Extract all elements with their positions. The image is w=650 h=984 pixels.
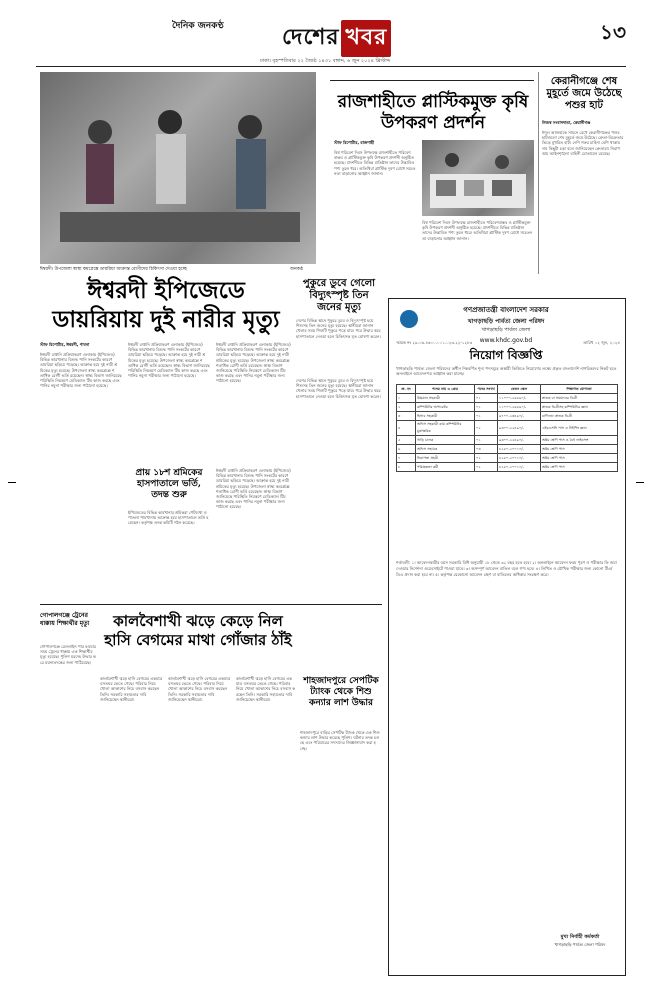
masthead-divider — [36, 66, 626, 67]
memo-number: স্মারক নং ২৯.০৬.৪৬০০.০০১.০২৩.২২-১২৮৩ — [396, 340, 473, 345]
gov-name: গণপ্রজাতন্ত্রী বাংলাদেশ সরকার — [463, 306, 549, 314]
table-row: ৮ পরিচ্ছন্নতা কর্মী ০২ ৮২৫০-২০০১০/- অষ্টম শ্রেণি পাস — [397, 463, 618, 472]
gopalganj-body: গোপালগঞ্জে রেললাইন পার হওয়ার সময় ট্রেনের ধাক্কায় এক শিক্ষার্থীর মৃত্যু হয়েছে। পুলিশ মরদেহ উদ্ধার করে ময়নাতদন্তের জন্য পাঠিয়েছে। — [40, 644, 96, 665]
margin-mark-left — [8, 482, 16, 483]
pond-body: দেশের বিভিন্ন স্থানে পুকুরে ডুবে ও বিদ্যুৎস্পৃষ্ট হয়ে শিশুসহ তিন জনের মৃত্যু হয়েছে। স্থানীয়রা জানান খেলার সময় শিশুটি পুকুরে পড়ে যায়। পরে উদ্ধার করে হাসপাতালে নেওয়া হলে চিকিৎসক মৃত ঘোষণা করেন। — [296, 318, 381, 339]
rajshahi-body-col2: বিশ্ব পরিবেশ দিবস উপলক্ষে রাজশাহীতে পরিবেশবান্ধব ও প্লাস্টিকমুক্ত কৃষি উপকরণ প্রদর্শনী অনুষ্ঠিত হয়েছে। প্রদর্শনীতে বিভিন্ন প্রতিষ্ঠান তাদের উদ্ভাবিত পণ্য তুলে ধরে। অতিথিরা প্লাস্টিক দূষণ রোধে সচেতনতা বাড়ানোর আহ্বান জানান। — [422, 220, 532, 241]
table-row: ৭ নিরাপত্তা প্রহরী ০২ ৮২৫০-২০০১০/- অষ্টম শ্রেণি পাস — [397, 454, 618, 463]
exhibition-stall — [422, 140, 534, 216]
col-serial: ক্র. নং — [397, 385, 416, 394]
notice-signature — [540, 934, 620, 949]
diarrhea-body-col2: ঈশ্বরদী রপ্তানি প্রক্রিয়াকরণ এলাকায় (ইপিজেড) বিভিন্ন কারখানায় বিশুদ্ধ পানি সংকটের কারণে ডায়রিয়া ছড়িয়ে পড়েছে। আক্রান্ত হয়ে দুই নারী শ্রমিকের মৃত্যু হয়েছে। উপজেলা স্বাস্থ্য কমপ্লেক্সে শতাধিক রোগী ভর্তি রয়েছেন। স্বাস্থ্য বিভাগ জানিয়েছে পরিস্থিতি নিয়ন্ত্রণে মেডিক্যাল টিম কাজ করছে এবং পানির নমুনা পরীক্ষার জন্য পাঠানো হয়েছে। — [128, 342, 210, 379]
section-title-text: দেশের — [282, 24, 340, 50]
rajshahi-photo — [422, 140, 534, 216]
col-qualification: শিক্ষাগত যোগ্যতা — [541, 385, 618, 394]
table-row: ৩ হিসাব সহকারী ০১ ৯৭০০-২৩৪৯০/- বাণিজ্যে স্নাতক ডিগ্রী — [397, 412, 618, 421]
diarrhea-photo — [40, 72, 316, 264]
rescue-headline: শাহজাদপুরে সেপটিক ট্যাংক থেকে শিশু কন্যার লাশ উদ্ধার — [303, 676, 379, 708]
workers-headline: প্রায় ১৮শ শ্রমিকের হাসপাতালে ভর্তি, তদন্ত শুরু — [135, 468, 203, 500]
rajshahi-byline: স্টাফ রিপোর্টার, রাজশাহী — [334, 140, 375, 145]
storm-body-col3: কালবৈশাখী ঝড়ে হাসি বেগমের একমাত্র বসতঘর ভেঙে গেছে। পরিবার নিয়ে খোলা আকাশের নিচে বসবাস করছেন তিনি। সরকারি সহায়তার দাবি জানিয়েছেন স্থানীয়রা। — [236, 676, 296, 702]
gopalganj-headline: গোপালগঞ্জে ট্রেনের ধাক্কায় শিক্ষার্থীর মৃত্যু — [40, 612, 90, 627]
diarrhea-headline: ঈশ্বরদী ইপিজেডে ডায়রিয়ায় দুই নারীর মৃত্যু — [52, 277, 280, 333]
diarrhea-body-col3: ঈশ্বরদী রপ্তানি প্রক্রিয়াকরণ এলাকায় (ইপিজেড) বিভিন্ন কারখানায় বিশুদ্ধ পানি সংকটের কারণে ডায়রিয়া ছড়িয়ে পড়েছে। আক্রান্ত হয়ে দুই নারী শ্রমিকের মৃত্যু হয়েছে। উপজেলা স্বাস্থ্য কমপ্লেক্সে শতাধিক রোগী ভর্তি রয়েছেন। স্বাস্থ্য বিভাগ জানিয়েছে পরিস্থিতি নিয়ন্ত্রণে মেডিক্যাল টিম কাজ করছে এবং পানির নমুনা পরীক্ষার জন্য পাঠানো হয়েছে। — [216, 342, 291, 384]
vacancy-table — [396, 384, 618, 472]
photo-caption: ঈশ্বরদী। উপজেলা স্বাস্থ্য কমপ্লেক্সে ডায়রিয়া আক্রান্ত রোগীদের চিকিৎসা দেওয়া হচ্ছে — [40, 267, 187, 272]
council-emblem-icon — [400, 310, 418, 328]
table-row: ২ কম্পিউটার অপারেটর ০১ ১১০০০-২৬৫৯০/- স্নাতক ডিগ্রীসহ কম্পিউটার জ্ঞান — [397, 403, 618, 412]
signatory-title: মুখ্য নির্বাহী কর্মকর্তা — [560, 934, 600, 940]
notice-header — [400, 304, 612, 344]
col-count: পদের সংখ্যা — [475, 385, 498, 394]
notice-intro: খাগড়াছড়ি পার্বত্য জেলা পরিষদের অধীন নিম্নবর্ণিত শূন্য পদসমূহে অস্থায়ী ভিত্তিতে নিয়োগের লক্ষ্যে প্রকৃত বাংলাদেশি নাগরিকদের নিকট হতে অনলাইনে আবেদনপত্র আহ্বান করা যাচ্ছে। — [396, 366, 617, 377]
storm-headline: কালবৈশাখী ঝড়ে কেড়ে নিল হাসি বেগমের মাথা গোঁজার ঠাঁই — [104, 612, 292, 649]
storm-body-col2: কালবৈশাখী ঝড়ে হাসি বেগমের একমাত্র বসতঘর ভেঙে গেছে। পরিবার নিয়ে খোলা আকাশের নিচে বসবাস করছেন তিনি। সরকারি সহায়তার দাবি জানিয়েছেন স্থানীয়রা। — [168, 676, 231, 702]
rajshahi-top-rule — [330, 80, 534, 81]
pond-body-col2: দেশের বিভিন্ন স্থানে পুকুরে ডুবে ও বিদ্যুৎস্পৃষ্ট হয়ে শিশুসহ তিন জনের মৃত্যু হয়েছে। স্থানীয়রা জানান খেলার সময় শিশুটি পুকুরে পড়ে যায়। পরে উদ্ধার করে হাসপাতালে নেওয়া হলে চিকিৎসক মৃত ঘোষণা করেন। — [296, 378, 381, 399]
signatory-org: খাগড়াছড়ি পার্বত্য জেলা পরিষদ — [554, 942, 606, 947]
rajshahi-body-col1: বিশ্ব পরিবেশ দিবস উপলক্ষে রাজশাহীতে পরিবেশবান্ধব ও প্লাস্টিকমুক্ত কৃষি উপকরণ প্রদর্শনী অনুষ্ঠিত হয়েছে। প্রদর্শনীতে বিভিন্ন প্রতিষ্ঠান তাদের উদ্ভাবিত পণ্য তুলে ধরে। অতিথিরা প্লাস্টিক দূষণ রোধে সচেতনতা বাড়ানোর আহ্বান জানান। — [334, 150, 416, 176]
rescue-body: শাহজাদপুরে বাড়ির সেপটিক ট্যাংক থেকে এক শিশু কন্যার লাশ উদ্ধার করেছে পুলিশ। ঘটনার তদন্ত চলছে এবং পরিবারের সদস্যদের জিজ্ঞাসাবাদ করা হচ্ছে। — [300, 730, 380, 751]
workers-body: ইপিজেডের বিভিন্ন কারখানার শ্রমিকরা পেটব্যথা ও পাতলা পায়খানায় আক্রান্ত হয়ে হাসপাতালে ভর্তি হয়েছেন। কর্তৃপক্ষ তদন্ত কমিটি গঠন করেছে। — [128, 510, 209, 526]
council-name: খাগড়াছড়ি পার্বত্য জেলা পরিষদ — [467, 318, 545, 325]
dateline: ঢাকা। বৃহস্পতিবার ২২ জ্যৈষ্ঠ ১৪৩১ বঙ্গাব্দ, ৬ জুন ২০২৪ খ্রিস্টাব্দ — [259, 58, 391, 64]
margin-mark-right — [636, 482, 644, 483]
col-post: পদের নাম ও গ্রেড — [416, 385, 475, 394]
section-title-highlight: খবর — [341, 20, 391, 57]
section-title — [282, 20, 391, 57]
table-header-row — [397, 385, 618, 394]
notice-date: তারিখ ০২ জুন, ২০২৪ — [583, 340, 620, 345]
diarrhea-body-col1: ঈশ্বরদী রপ্তানি প্রক্রিয়াকরণ এলাকায় (ইপিজেড) বিভিন্ন কারখানায় বিশুদ্ধ পানি সংকটের কারণে ডায়রিয়া ছড়িয়ে পড়েছে। আক্রান্ত হয়ে দুই নারী শ্রমিকের মৃত্যু হয়েছে। উপজেলা স্বাস্থ্য কমপ্লেক্সে শতাধিক রোগী ভর্তি রয়েছেন। স্বাস্থ্য বিভাগ জানিয়েছে পরিস্থিতি নিয়ন্ত্রণে মেডিক্যাল টিম কাজ করছে এবং পানির নমুনা পরীক্ষার জন্য পাঠানো হয়েছে। — [40, 352, 122, 389]
table-row: ৫ গাড়ি চালক ০১ ৯৩০০-২২৪৯০/- অষ্টম শ্রেণি পাস ও বৈধ লাইসেন্স — [397, 436, 618, 445]
diarrhea-body-col4: ঈশ্বরদী রপ্তানি প্রক্রিয়াকরণ এলাকায় (ইপিজেড) বিভিন্ন কারখানায় বিশুদ্ধ পানি সংকটের কারণে ডায়রিয়া ছড়িয়ে পড়েছে। আক্রান্ত হয়ে দুই নারী শ্রমিকের মৃত্যু হয়েছে। উপজেলা স্বাস্থ্য কমপ্লেক্সে শতাধিক রোগী ভর্তি রয়েছেন। স্বাস্থ্য বিভাগ জানিয়েছে পরিস্থিতি নিয়ন্ত্রণে মেডিক্যাল টিম কাজ করছে এবং পানির নমুনা পরীক্ষার জন্য পাঠানো হয়েছে। — [216, 468, 291, 510]
column-divider — [538, 72, 539, 274]
rajshahi-headline: রাজশাহীতে প্লাস্টিকমুক্ত কৃষি উপকরণ প্রদর্শন — [337, 92, 529, 133]
notice-title: নিয়োগ বিজ্ঞপ্তি — [469, 348, 543, 362]
diarrhea-byline: স্টাফ রিপোর্টার, ঈশ্বরদী, পাবনা — [40, 342, 90, 347]
page-number: ১৩ — [600, 20, 626, 44]
table-row: ৬ অফিস সহায়ক ০৩ ৮২৫০-২০০১০/- অষ্টম শ্রেণি পাস — [397, 445, 618, 454]
website-link[interactable]: www.khdc.gov.bd — [479, 337, 533, 344]
keraniganj-headline: কেরানীগঞ্জে শেষ মুহূর্তে জমে উঠেছে পশুর হাট — [546, 76, 622, 111]
district-name: খাগড়াছড়ি পার্বত্য জেলা — [481, 327, 531, 333]
table-row: ৪ অফিস সহকারী কাম কম্পিউটার মুদ্রাক্ষরিক ০২ ৯৩০০-২২৪৯০/- এইচএসসি পাস ও টাইপিং জ্ঞান — [397, 421, 618, 436]
brand-logo: দৈনিক জনকণ্ঠ — [172, 21, 224, 31]
people-silhouettes — [40, 72, 316, 264]
keraniganj-byline: নিজস্ব সংবাদদাতা, কেরানীগঞ্জ — [542, 120, 591, 125]
storm-body-col1: কালবৈশাখী ঝড়ে হাসি বেগমের একমাত্র বসতঘর ভেঙে গেছে। পরিবার নিয়ে খোলা আকাশের নিচে বসবাস করছেন তিনি। সরকারি সহায়তার দাবি জানিয়েছেন স্থানীয়রা। — [100, 676, 163, 702]
keraniganj-body: ঈদুল আজহাকে সামনে রেখে কেরানীগঞ্জের পশুর হাটগুলো শেষ মুহূর্তে জমে উঠেছে। ক্রেতা-বিক্রেতার ভিড়ে মুখরিত হাট। দেশি গরুর চাহিদা বেশি থাকায় দাম কিছুটা চড়া বলে জানিয়েছেন ক্রেতারা। নিরাপত্তায় আইনশৃঙ্খলা বাহিনী মোতায়েন রয়েছে। — [542, 130, 624, 156]
col-scale: বেতন স্কেল — [498, 385, 541, 394]
photo-credit: জনকণ্ঠ — [290, 267, 303, 272]
table-row: ১ উচ্চমান সহকারী ০১ ১১০০০-২৬৫৯০/- স্নাতক বা সমমানের ডিগ্রী — [397, 394, 618, 403]
notice-conditions: শর্তাবলী: ১। আবেদনকারীর বয়স সরকারি বিধি অনুযায়ী ১৮ থেকে ৩২ বছর হতে হবে। ২। অনলাইনে আবেদন ফরম পূরণ ও পরীক্ষার ফি জমা দেওয়ার নির্দেশনা ওয়েবসাইটে পাওয়া যাবে। ৩। অসম্পূর্ণ আবেদন বাতিল বলে গণ্য হবে। ৪। লিখিত ও মৌখিক পরীক্ষার জন্য কোনো টিএ/ডিএ প্রদান করা হবে না। ৫। কর্তৃপক্ষ যেকোনো আবেদন গ্রহণ বা বাতিলের অধিকার সংরক্ষণ করে। — [396, 560, 617, 577]
pond-headline: পুকুরে ডুবে গেলো বিদ্যুৎস্পৃষ্ট তিন জনের মৃত্যু — [302, 278, 376, 313]
section-divider-left — [40, 604, 382, 605]
